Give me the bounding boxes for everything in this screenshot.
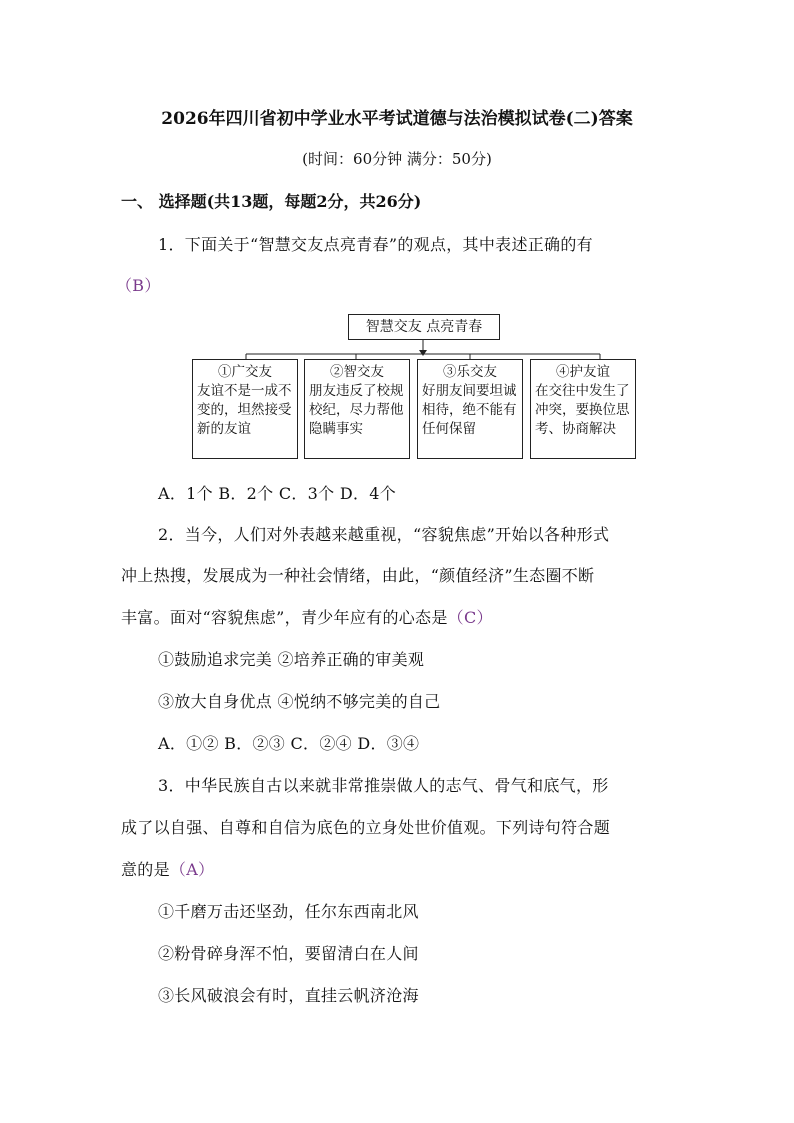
diagram-box-1 bbox=[192, 359, 298, 459]
q3-stem-text: 意的是 bbox=[121, 860, 170, 879]
q2-stem-line-1: 2．当今，人们对外表越来越重视，“容貌焦虑”开始以各种形式 bbox=[158, 525, 610, 544]
q1-options: A．1个 B．2个 C．3个 D．4个 bbox=[158, 484, 397, 503]
q2-stem-text: 丰富。面对“容貌焦虑”，青少年应有的心态是 bbox=[121, 608, 448, 627]
exam-info: (时间：60分钟 满分：50分) bbox=[302, 150, 492, 168]
q2-items-2: ③放大自身优点 ④悦纳不够完美的自己 bbox=[158, 692, 441, 711]
q3-item-3: ③长风破浪会有时，直挂云帆济沧海 bbox=[158, 986, 419, 1005]
q3-item-2: ②粉骨碎身浑不怕，要留清白在人间 bbox=[158, 944, 419, 963]
q2-stem-line-3 bbox=[121, 605, 493, 628]
q2-stem-line-2: 冲上热搜，发展成为一种社会情绪，由此，“颜值经济”生态圈不断 bbox=[121, 566, 595, 585]
box-text: 朋友违反了校规校纪，尽力帮他隐瞒事实 bbox=[309, 383, 404, 437]
section-heading: 一、 选择题(共13题，每题2分，共26分) bbox=[121, 192, 422, 211]
box-heading: ①广交友 bbox=[218, 364, 272, 380]
box-text: 好朋友间要坦诚相待，绝不能有任何保留 bbox=[422, 383, 517, 437]
q3-answer: （A） bbox=[169, 860, 215, 879]
q3-stem-line-3 bbox=[121, 857, 214, 880]
box-heading: ④护友谊 bbox=[556, 364, 610, 380]
q3-stem-line-2: 成了以自强、自尊和自信为底色的立身处世价值观。下列诗句符合题 bbox=[121, 818, 611, 837]
box-text: 友谊不是一成不变的，坦然接受新的友谊 bbox=[197, 383, 292, 437]
box-heading: ②智交友 bbox=[330, 364, 384, 380]
q1-diagram bbox=[190, 312, 640, 468]
diagram-root: 智慧交友 点亮青春 bbox=[348, 314, 500, 340]
box-text: 在交往中发生了冲突，要换位思考、协商解决 bbox=[535, 383, 630, 437]
page-title: 2026年四川省初中学业水平考试道德与法治模拟试卷(二)答案 bbox=[161, 109, 633, 129]
q2-answer: （C） bbox=[447, 608, 493, 627]
diagram-box-4 bbox=[530, 359, 636, 459]
q2-options: A．①② B．②③ C．②④ D．③④ bbox=[158, 734, 420, 753]
q2-items-1: ①鼓励追求完美 ②培养正确的审美观 bbox=[158, 650, 425, 669]
q3-stem-line-1: 3．中华民族自古以来就非常推崇做人的志气、骨气和底气，形 bbox=[158, 776, 609, 795]
box-heading: ③乐交友 bbox=[443, 364, 497, 380]
q1-stem: 1．下面关于“智慧交友点亮青春”的观点，其中表述正确的有 bbox=[158, 235, 593, 254]
diagram-box-3 bbox=[417, 359, 523, 459]
diagram-box-2 bbox=[304, 359, 410, 459]
q3-item-1: ①千磨万击还坚劲，任尔东西南北风 bbox=[158, 902, 419, 921]
q1-answer: （B） bbox=[116, 276, 161, 295]
